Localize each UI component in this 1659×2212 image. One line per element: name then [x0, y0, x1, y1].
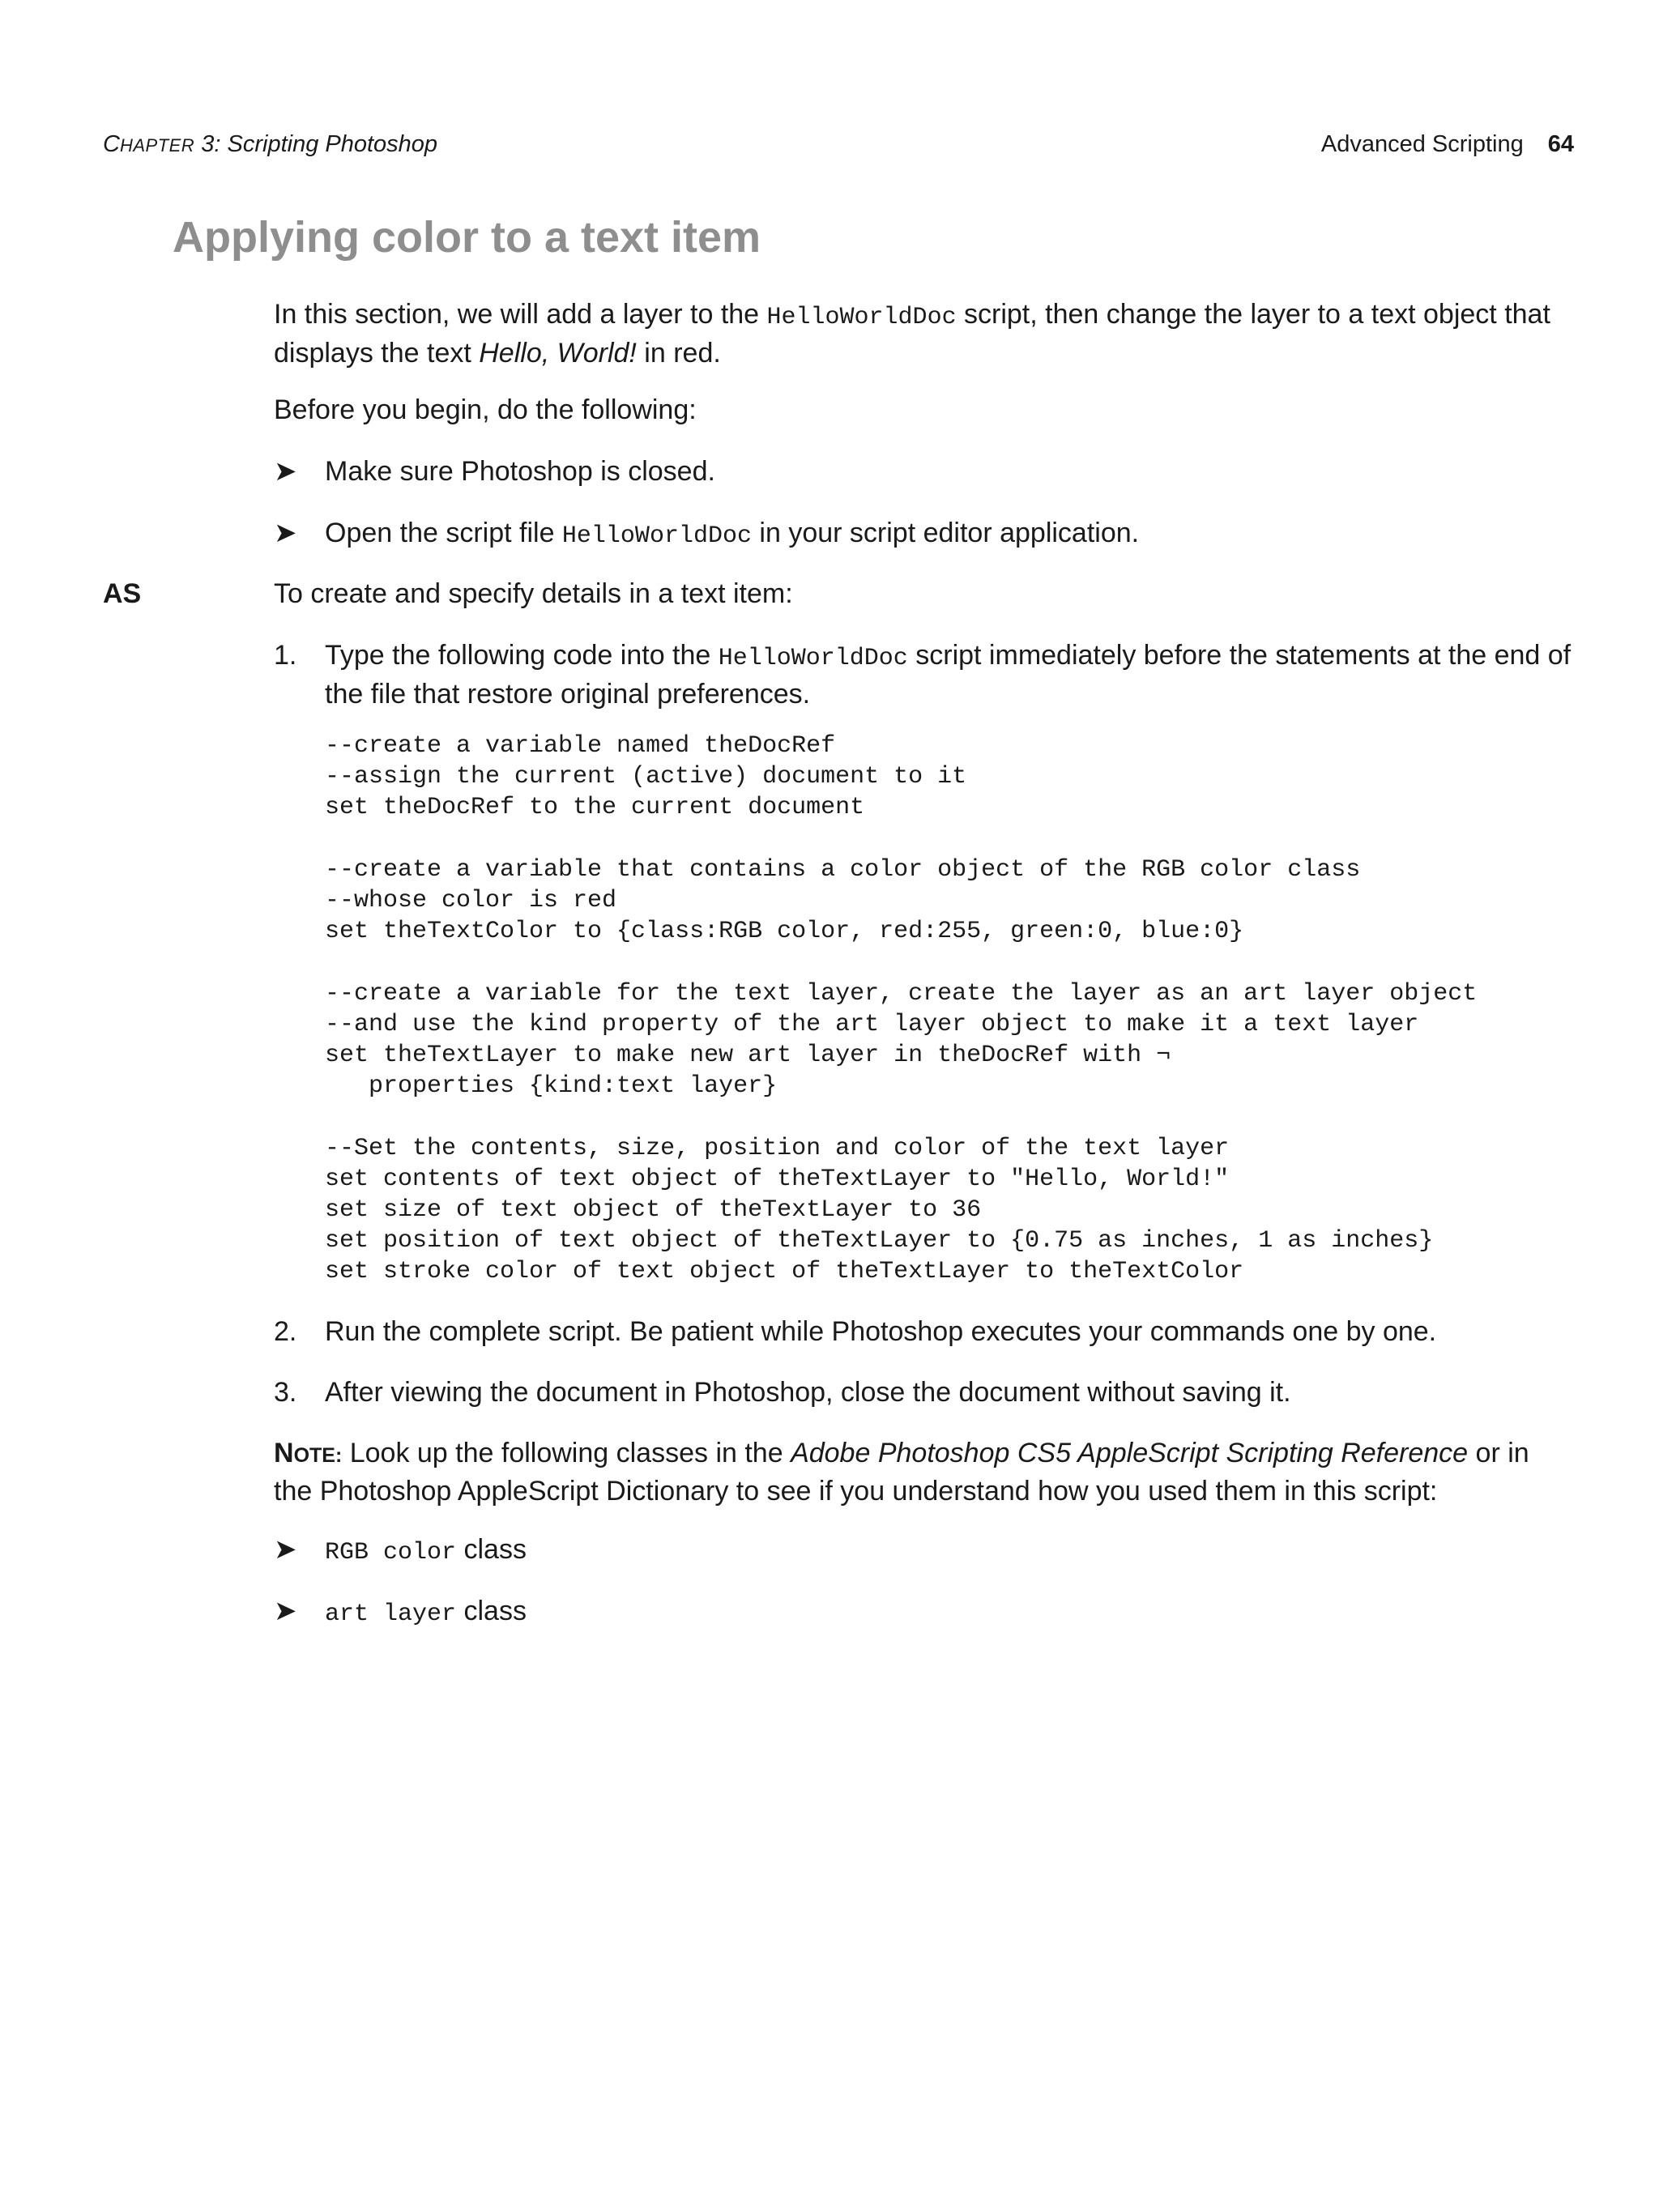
bullet-arrow-icon: ➤: [274, 1534, 297, 1565]
prep-bullet-2-text-1: Open the script file: [325, 518, 562, 548]
chapter-initial: C: [103, 131, 120, 157]
intro-text-3: in red.: [636, 338, 721, 369]
note-reference-title: Adobe Photoshop CS5 AppleScript Scripting Reference: [791, 1438, 1469, 1468]
intro-text-1: In this section, we will add a layer to the: [274, 299, 767, 330]
running-header-chapter: [103, 130, 437, 160]
running-header-section: [1321, 130, 1574, 159]
step-1-text-1: Type the following code into the: [325, 640, 719, 671]
section-name: Advanced Scripting: [1320, 131, 1524, 157]
chapter-title: 3: Scripting Photoshop: [201, 131, 438, 157]
step-3-text: After viewing the document in Photoshop, close the document without saving it.: [325, 1377, 1291, 1408]
procedure-heading: [274, 576, 1574, 612]
prep-bullet-2-code: HelloWorldDoc: [561, 522, 752, 550]
class-bullet-2-text: [325, 1593, 1574, 1632]
step-2-number: 2.: [274, 1316, 297, 1347]
note-text-1: Look up the following classes in the: [342, 1438, 791, 1468]
chapter-word: HAPTER: [119, 135, 195, 156]
step-2-text: Run the complete script. Be patient while Photoshop executes your commands one by one.: [325, 1316, 1437, 1347]
class-bullet-1-text: [325, 1532, 1574, 1571]
bullet-arrow-icon: ➤: [274, 518, 297, 548]
prep-bullet-2-text: [325, 515, 1574, 554]
class-bullet-1-label: class: [456, 1534, 527, 1565]
note-label: [274, 1438, 342, 1468]
intro-text-2: script, then change the layer to a text object that displays the text: [274, 299, 1550, 369]
prep-bullet-2-text-2: in your script editor application.: [751, 518, 1140, 548]
intro-italic: Hello, World!: [479, 338, 637, 369]
prep-bullet-1-text: Make sure Photoshop is closed.: [325, 456, 715, 487]
class-bullet-2-code: art layer: [325, 1600, 457, 1628]
margin-label-as: AS: [103, 578, 142, 609]
code-block: --create a variable named theDocRef --assign the current (active) document to it set theDocRef to the current document --create a variable that contains a color object of the RGB color class --whose color is red set theTextColor to {class:RGB color, red:255, green:0, blue:0} --create a variable for the text layer, create the layer as an art layer object --and use the kind property of the art layer object to make it a text layer set theTextLayer to make new art layer in theDocRef with ¬ properties {kind:text layer} --Set the contents, size, position and color of the text layer set contents of text object of theTextLayer to "Hello, World!" set size of text object of theTextLayer to 36 set position of text object of theTextLayer to {0.75 as inches, 1 as inches} set stroke color of text object of theTextLayer to theTextColor: [325, 732, 1478, 1286]
intro-code: HelloWorldDoc: [766, 304, 957, 331]
step-3-number: 3.: [274, 1377, 297, 1408]
before-begin-paragraph: [274, 392, 1574, 428]
step-1-text: [325, 637, 1574, 712]
note-text-2: or in the Photoshop AppleScript Dictionary to see if you understand how you used them in this script:: [274, 1438, 1529, 1507]
note-label-rest: OTE:: [293, 1444, 343, 1467]
step-1-code: HelloWorldDoc: [718, 645, 908, 672]
note-label-initial: N: [274, 1438, 294, 1468]
step-1-number: 1.: [274, 640, 297, 671]
class-bullet-1-code: RGB color: [325, 1539, 457, 1566]
step-1-text-2: script immediately before the statements at the end of the file that restore original preferences.: [325, 640, 1572, 710]
page-number: 64: [1547, 131, 1574, 157]
procedure-heading-text: To create and specify details in a text item:: [274, 578, 793, 609]
bullet-arrow-icon: ➤: [274, 456, 297, 487]
before-begin-text: Before you begin, do the following:: [274, 394, 697, 425]
section-title: Applying color to a text item: [173, 213, 761, 262]
intro-paragraph: [274, 296, 1574, 371]
bullet-arrow-icon: ➤: [274, 1596, 297, 1626]
class-bullet-2-label: class: [456, 1596, 527, 1626]
note-paragraph: [274, 1435, 1574, 1509]
